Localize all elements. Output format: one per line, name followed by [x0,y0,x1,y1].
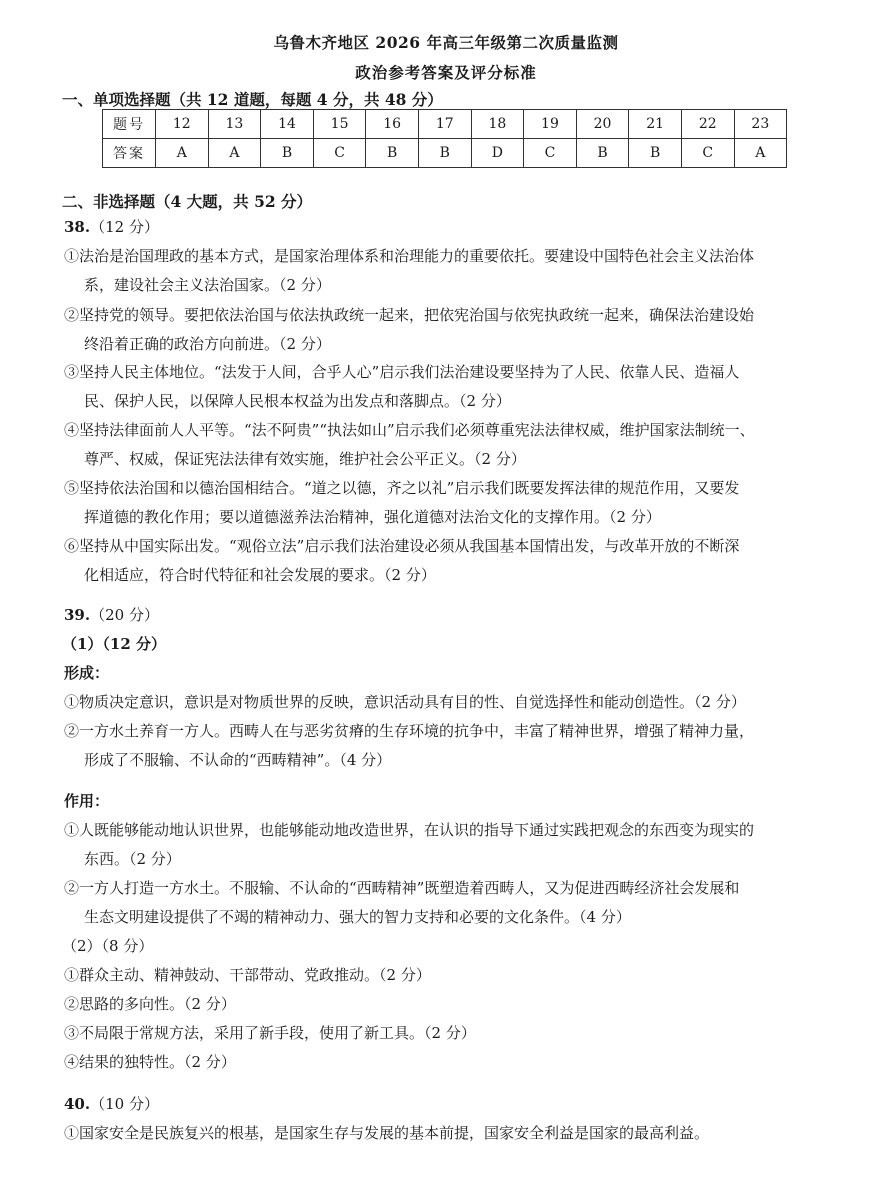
answer-cell: D [471,139,524,168]
q39-formation-label: 形成： [64,664,110,682]
answer-cell: B [418,139,471,168]
question-score: （20 分） [90,606,159,624]
document-subtitle: 政治参考答案及评分标准 [355,63,537,82]
section1-heading: 一、单项选择题（共 12 道题，每题 4 分，共 48 分） [62,90,443,109]
q39-formation-item-2-line-2: 形成了不服输、不认命的“西畴精神”。（4 分） [84,751,392,769]
question-score: （12 分） [90,218,159,236]
answer-cell: C [524,139,577,168]
answer-cell: A [156,139,209,168]
question-number: 38. [64,218,91,236]
question-number: 40. [64,1095,91,1113]
question-score: （10 分） [90,1095,159,1113]
q39-part2-item-4: ④结果的独特性。（2 分） [64,1053,236,1071]
q39-effect-label: 作用： [64,792,110,810]
q39-formation-item-1: ①物质决定意识，意识是对物质世界的反映，意识活动具有目的性、自觉选择性和能动创造性。（2 分） [64,693,746,711]
answer-table [102,109,787,168]
q38-item-1-line-2: 系，建设社会主义法治国家。（2 分） [84,276,331,294]
q38-item-6-line-2: 化相适应，符合时代特征和社会发展的要求。（2 分） [84,566,436,584]
document-title: 乌鲁木齐地区 2026 年高三年级第二次质量监测 [273,33,619,52]
question-number-cell: 18 [471,110,524,139]
q38-item-6-line-1: ⑥坚持从中国实际出发。“观俗立法”启示我们法治建设必须从我国基本国情出发，与改革开放的不断深 [64,537,740,555]
answer-cell: A [734,139,787,168]
q39-part2-item-3: ③不局限于常规方法，采用了新手段，使用了新工具。（2 分） [64,1024,476,1042]
q40-item-1: ①国家安全是民族复兴的根基，是国家生存与发展的基本前提，国家安全利益是国家的最高利益。 [64,1124,710,1142]
answer-table-number-row [103,110,787,139]
q38-item-4-line-2: 尊严、权威，保证宪法法律有效实施，维护社会公平正义。（2 分） [84,450,526,468]
table-row-label-number: 题号 [103,110,156,139]
q38-item-1-line-1: ①法治是治国理政的基本方式，是国家治理体系和治理能力的重要依托。要建设中国特色社会主义法治体 [64,247,755,265]
answer-cell: B [261,139,314,168]
q39-part-2-header: （2）（8 分） [62,937,154,955]
answer-cell: B [366,139,419,168]
q39-formation-item-2-line-1: ②一方水土养育一方人。西畴人在与恶劣贫瘠的生存环境的抗争中，丰富了精神世界，增强了精神力量， [64,722,755,740]
question-38-header [64,213,834,243]
question-39-header [64,601,834,631]
q38-item-5-line-2: 挥道德的教化作用；要以道德滋养法治精神，强化道德对法治文化的支撑作用。（2 分） [84,508,661,526]
q38-item-2-line-2: 终沿着正确的政治方向前进。（2 分） [84,335,331,353]
answer-cell: C [681,139,734,168]
question-number-cell: 14 [261,110,314,139]
question-number-cell: 17 [418,110,471,139]
question-number-cell: 22 [681,110,734,139]
section2-heading: 二、非选择题（4 大题，共 52 分） [62,192,313,211]
q38-item-3-line-2: 民、保护人民，以保障人民根本权益为出发点和落脚点。（2 分） [84,392,511,410]
question-number-cell: 16 [366,110,419,139]
question-number-cell: 21 [629,110,682,139]
q38-item-4-line-1: ④坚持法律面前人人平等。“法不阿贵”“执法如山”启示我们必须尊重宪法法律权威，维护国家法制统一、 [64,421,755,439]
question-number-cell: 12 [156,110,209,139]
q39-part2-item-2: ②思路的多向性。（2 分） [64,995,236,1013]
question-number-cell: 23 [734,110,787,139]
q38-item-3-line-1: ③坚持人民主体地位。“法发于人间，合乎人心”启示我们法治建设要坚持为了人民、依靠人民、造福人 [64,363,740,381]
question-40-header [64,1090,834,1120]
q39-part2-item-1: ①群众主动、精神鼓动、干部带动、党政推动。（2 分） [64,966,431,984]
q38-item-5-line-1: ⑤坚持依法治国和以德治国相结合。“道之以德，齐之以礼”启示我们既要发挥法律的规范作用，又要发 [64,479,740,497]
answer-table-answer-row [103,139,787,168]
question-number-cell: 13 [208,110,261,139]
question-number: 39. [64,606,91,624]
question-number-cell: 19 [524,110,577,139]
q38-item-2-line-1: ②坚持党的领导。要把依法治国与依法执政统一起来，把依宪治国与依宪执政统一起来，确保法治建设始 [64,306,755,324]
q39-effect-item-2-line-2: 生态文明建设提供了不竭的精神动力、强大的智力支持和必要的文化条件。（4 分） [84,908,631,926]
q39-part-1-header: （1）（12 分） [62,635,167,653]
q39-effect-item-1-line-1: ①人既能够能动地认识世界，也能够能动地改造世界，在认识的指导下通过实践把观念的东西变为现实的 [64,821,755,839]
answer-cell: A [208,139,261,168]
table-row-label-answer: 答案 [103,139,156,168]
answer-cell: B [576,139,629,168]
q39-effect-item-1-line-2: 东西。（2 分） [84,850,181,868]
answer-cell: C [313,139,366,168]
question-number-cell: 20 [576,110,629,139]
q39-effect-item-2-line-1: ②一方人打造一方水土。不服输、不认命的“西畴精神”既塑造着西畴人，又为促进西畴经济社会发展和 [64,879,740,897]
question-number-cell: 15 [313,110,366,139]
answer-cell: B [629,139,682,168]
